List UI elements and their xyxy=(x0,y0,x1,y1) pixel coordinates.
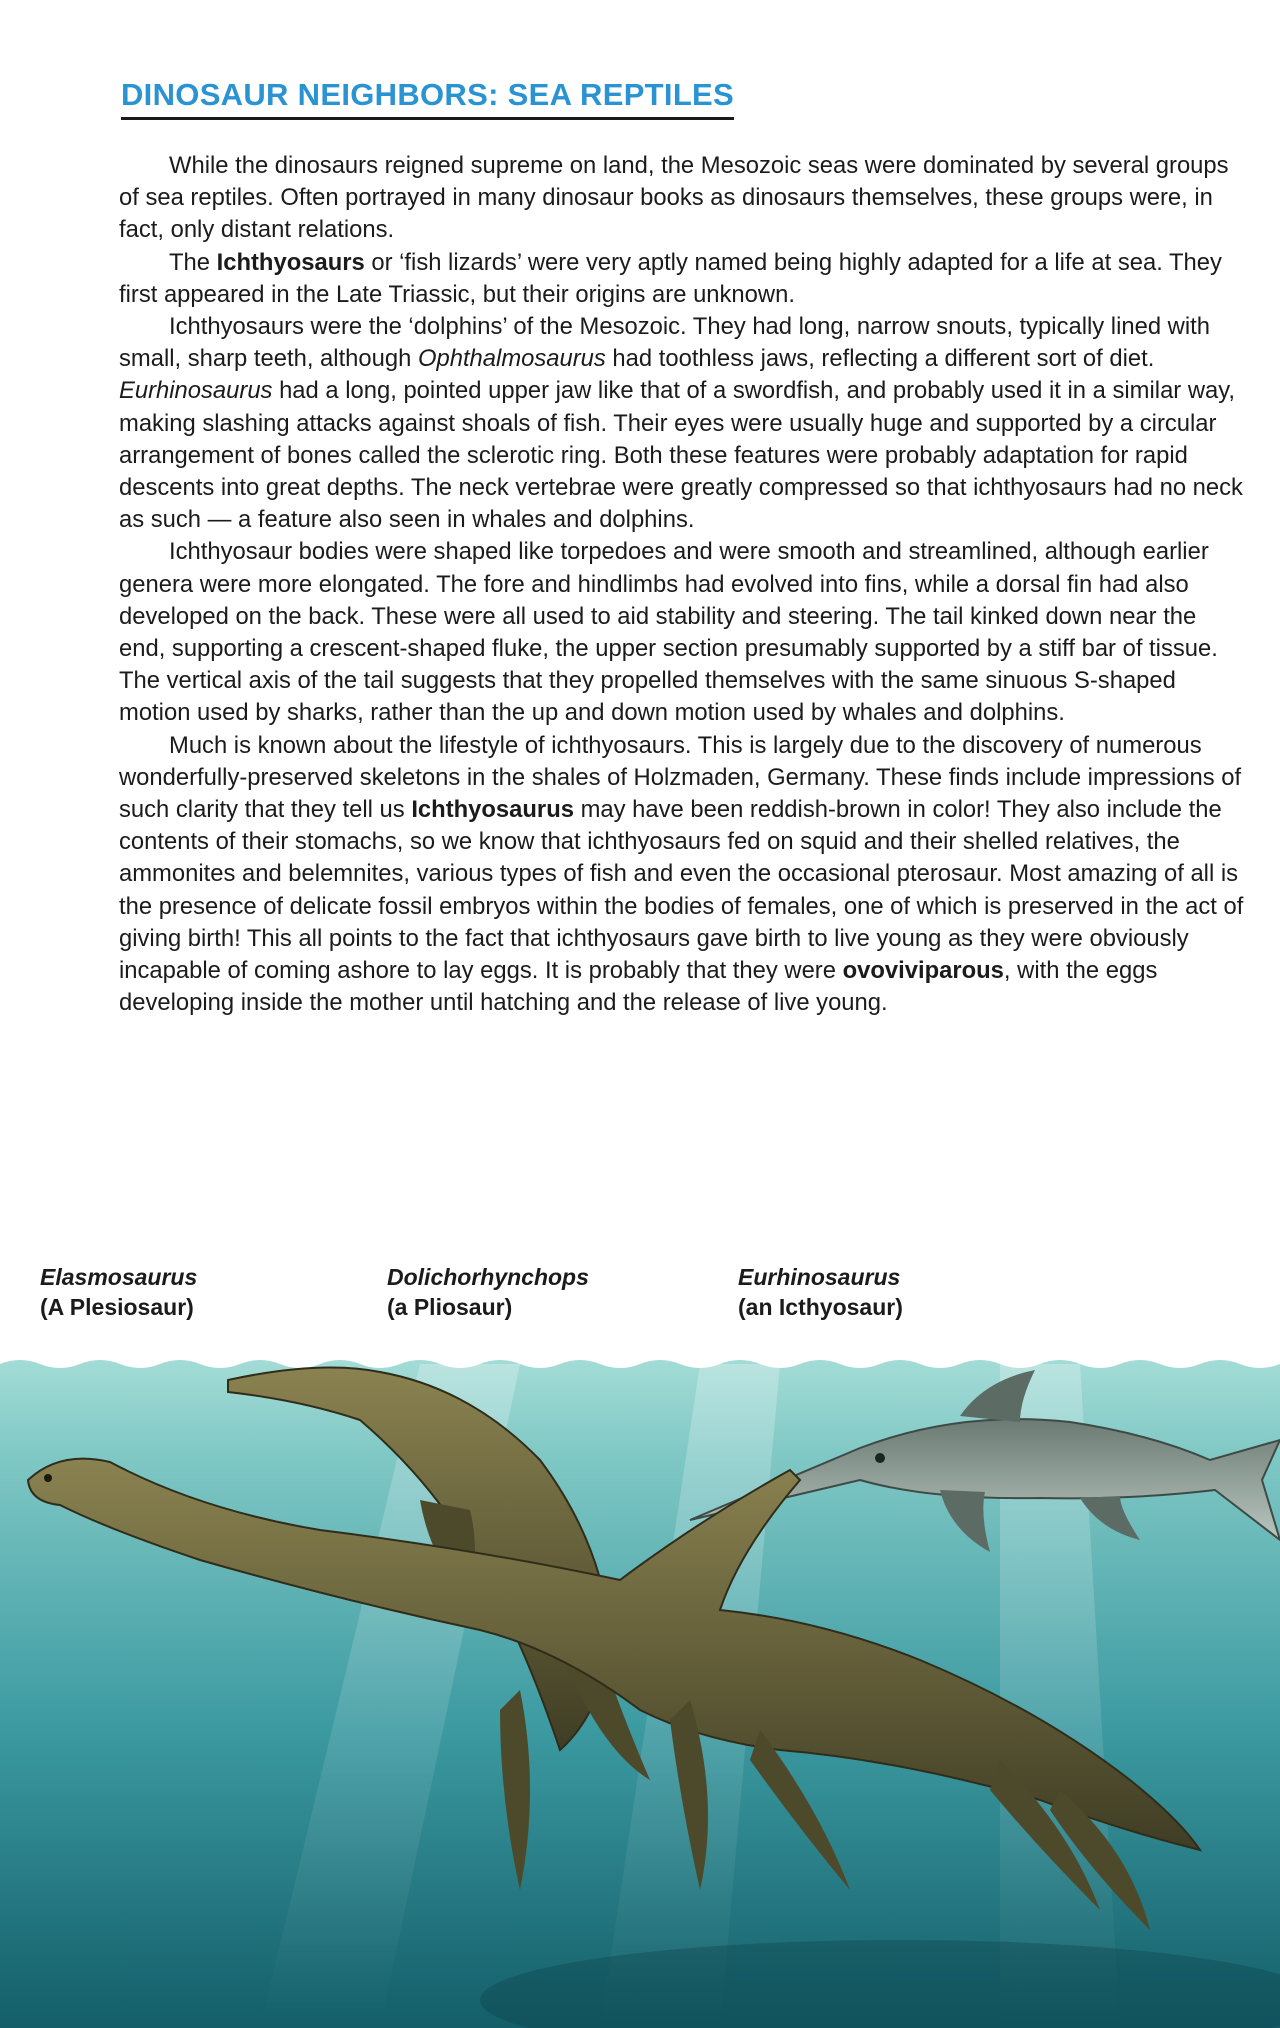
caption-name: Dolichorhynchops xyxy=(387,1264,589,1290)
paragraph-intro-text: While the dinosaurs reigned supreme on land, the Mesozoic seas were dominated by several groups of sea reptiles. Often portrayed in many dinosaur books as dinosaurs themselves, these groups were, in fact, only distant relations. xyxy=(119,152,1229,244)
term-ichthyosaurus: Ichthyosaurus xyxy=(411,796,574,824)
term-ovoviviparous: ovoviviparous xyxy=(842,957,1004,985)
paragraph-text: or ‘fish lizards’ were very aptly named being highly adapted for a life at sea. They first appeared in the Late Triassic, but their origins are unknown. xyxy=(119,248,1222,308)
caption-kind: (a Pliosaur) xyxy=(387,1294,513,1320)
term-eurhinosaurus: Eurhinosaurus xyxy=(119,377,273,405)
paragraph-lifestyle xyxy=(119,730,1244,1020)
caption-elasmosaurus xyxy=(40,1262,197,1322)
caption-dolichorhynchops xyxy=(387,1262,589,1322)
paragraph-text: Much is known about the lifestyle of ichthyosaurs. This is largely due to the discovery of numerous wonderfully-preserved skeletons in the shales of Holzmaden, Germany. These finds include impressions of such clarity that they tell us xyxy=(119,731,1242,824)
caption-kind: (A Plesiosaur) xyxy=(40,1294,194,1320)
paragraph-text: had a long, pointed upper jaw like that of a swordfish, and probably used it in a similar way, making slashing attacks against shoals of fish. Their eyes were usually huge and supported by a circular arrangement of bones called the sclerotic ring. Both these features were probably adaptation for rapid descents into great depths. The neck vertebrae were greatly compressed so that ichthyosaurs had no neck as such — a feature also seen in whales and dolphins. xyxy=(119,377,1243,534)
paragraph-text: Ichthyosaurs were the ‘dolphins’ of the Mesozoic. They had long, narrow snouts, typically lined with small, sharp teeth, although xyxy=(119,313,1210,373)
caption-eurhinosaurus xyxy=(738,1262,903,1322)
paragraph-text: , with the eggs developing inside the mother until hatching and the release of live young. xyxy=(119,957,1158,1017)
term-ichthyosaurs: Ichthyosaurs xyxy=(216,248,365,276)
paragraph-dolphins xyxy=(119,311,1244,536)
paragraph-bodies xyxy=(119,536,1244,729)
sea-reptiles-illustration xyxy=(0,1330,1280,2028)
caption-name: Eurhinosaurus xyxy=(738,1264,901,1290)
paragraph-text: Ichthyosaur bodies were shaped like torpedoes and were smooth and streamlined, although earlier genera were more elongated. The fore and hindlimbs had evolved into fins, while a dorsal fin had also developed on the back. These were all used to aid stability and steering. The tail kinked down near the end, supporting a crescent-shaped fluke, the upper section presumably supported by a stiff bar of tissue. The vertical axis of the tail suggests that they propelled themselves with the same sinuous S-shaped motion used by sharks, rather than the up and down motion used by whales and dolphins. xyxy=(119,538,1218,727)
article-body xyxy=(119,150,1244,1019)
page-title: DINOSAUR NEIGHBORS: SEA REPTILES xyxy=(121,76,734,120)
paragraph-ichthyosaurs xyxy=(119,247,1244,311)
paragraph-text: The xyxy=(169,248,217,276)
paragraph-intro xyxy=(119,150,1244,247)
caption-name: Elasmosaurus xyxy=(40,1264,198,1290)
paragraph-text: had toothless jaws, reflecting a different sort of diet. xyxy=(605,345,1155,373)
caption-kind: (an Icthyosaur) xyxy=(738,1294,903,1320)
paragraph-text: may have been reddish-brown in color! They also include the contents of their stomachs, so we know that ichthyosaurs fed on squid and their shelled relatives, the ammonites and belemnites, various types of fish and even the occasional pterosaur. Most amazing of all is the presence of delicate fossil embryos within the bodies of females, one of which is preserved in the act of giving birth! This all points to the fact that ichthyosaurs gave birth to live young as they were obviously incapable of coming ashore to lay eggs. It is probably that they were xyxy=(119,796,1244,985)
term-ophthalmosaurus: Ophthalmosaurus xyxy=(417,345,606,373)
